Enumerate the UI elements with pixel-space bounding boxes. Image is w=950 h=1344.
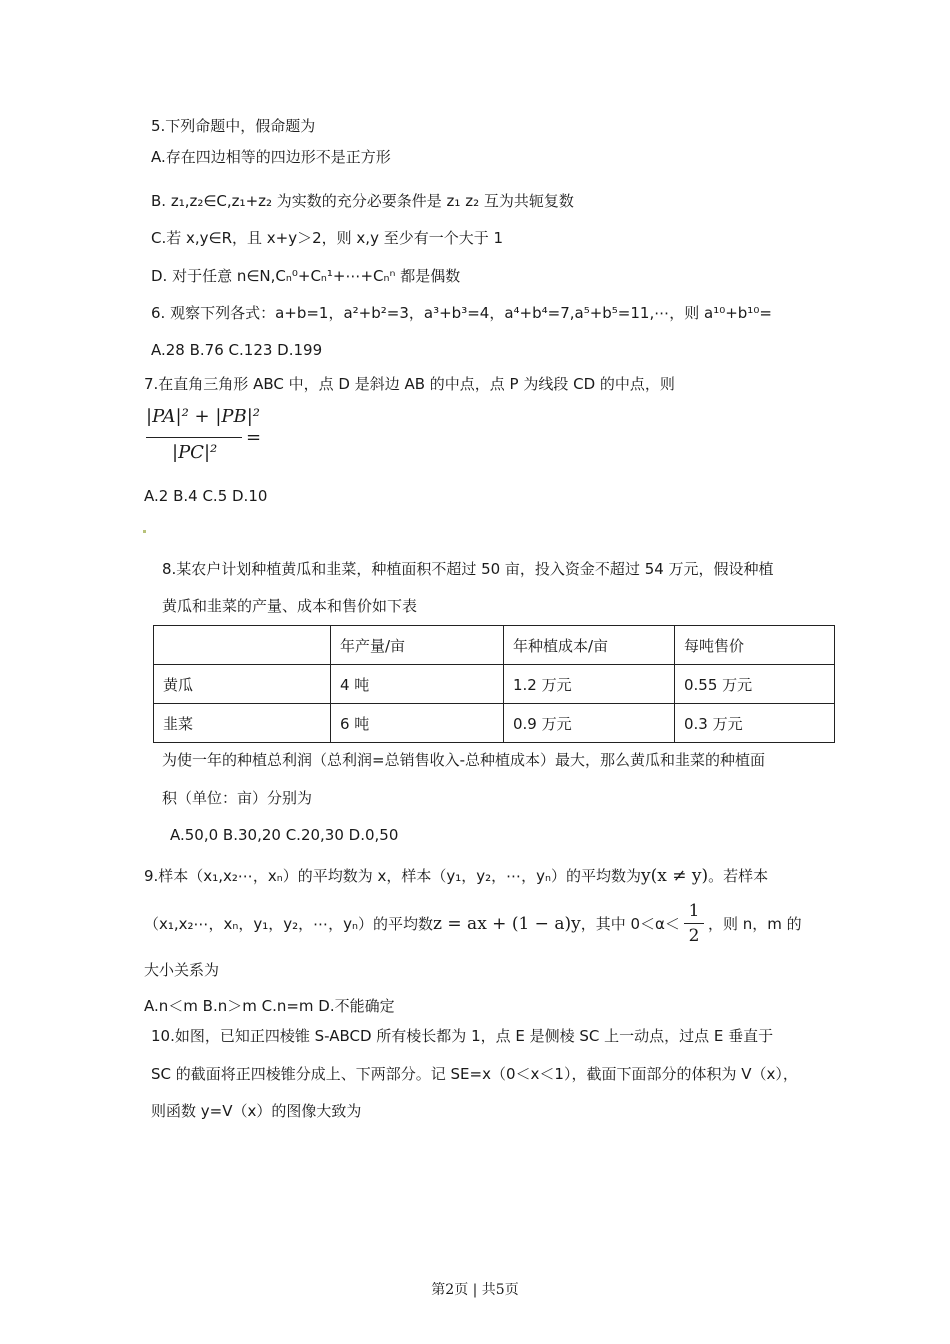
table-cell: 1.2 万元 [504,665,675,704]
q9-line2-end: ，则 n，m 的 [708,915,802,933]
table-header-row [154,626,835,665]
q5-stem: 5.下列命题中，假命题为 [151,117,316,135]
q7-fraction-denominator: |PC|² [172,442,218,463]
q8-stem-line1: 8.某农户计划种植黄瓜和韭菜，种植面积不超过 50 亩，投入资金不超过 54 万元，假设种植 [162,560,774,578]
decorative-dot [143,530,146,533]
q9-line2 [144,913,680,935]
table-cell: 0.55 万元 [675,665,835,704]
q7-fraction [146,400,262,478]
q8-data-table [153,625,835,743]
q5-option-c: C.若 x,y∈R，且 x+y＞2，则 x,y 至少有一个大于 1 [151,229,504,247]
q9-line2-text: （x₁,x₂⋯，xₙ，y₁，y₂，⋯，yₙ）的平均数 [144,915,434,933]
q8-options: A.50,0 B.30,20 C.20,30 D.0,50 [170,826,399,844]
q10-line2: SC 的截面将正四棱锥分成上、下两部分。记 SE=x（0＜x＜1），截面下面部分的体积为 V（x）， [151,1065,798,1083]
q8-after-line2: 积（单位：亩）分别为 [162,789,313,807]
q9-fraction-denominator: 2 [688,926,700,946]
q10-line3: 则函数 y=V（x）的图像大致为 [151,1102,362,1120]
q6-stem: 6. 观察下列各式：a+b=1，a²+b²=3，a³+b³=4，a⁴+b⁴=7,a⁵+b⁵=11,⋯，则 a¹⁰+b¹⁰= [151,304,772,322]
table-row [154,665,835,704]
q9-fraction-bar [684,923,704,924]
q9-fraction-numerator: 1 [688,901,700,921]
q5-option-a: A.存在四边相等的四边形不是正方形 [151,148,391,166]
q9-line2-mid: ，其中 0＜α＜ [580,915,680,933]
q9-fraction [684,900,704,950]
q7-fraction-bar [146,437,242,438]
q9-line1-text: 9.样本（x₁,x₂⋯，xₙ）的平均数为 x，样本（y₁，y₂，⋯，yₙ）的平均数为 [144,867,641,885]
table-header-cell: 年种植成本/亩 [504,626,675,665]
q8-stem-line2: 黄瓜和韭菜的产量、成本和售价如下表 [162,597,418,615]
table-header-cell [154,626,331,665]
page-footer: 第2页 | 共5页 [431,1282,519,1298]
table-cell: 黄瓜 [154,665,331,704]
table-cell: 0.3 万元 [675,704,835,743]
table-cell: 韭菜 [154,704,331,743]
q9-line1-tail: 。若样本 [708,867,769,885]
q7-options: A.2 B.4 C.5 D.10 [144,487,268,505]
q9-options: A.n＜m B.n＞m C.n=m D.不能确定 [144,997,395,1015]
q7-fraction-numerator: |PA|² + |PB|² [146,406,261,427]
q5-option-d: D. 对于任意 n∈N,Cₙ⁰+Cₙ¹+⋯+Cₙⁿ 都是偶数 [151,267,461,285]
q9-line1 [144,865,768,887]
q10-line1: 10.如图，已知正四棱锥 S-ABCD 所有棱长都为 1，点 E 是侧棱 SC 上一动点，过点 E 垂直于 [151,1027,774,1045]
q9-line1-formula: y(x ≠ y) [641,866,709,886]
q5-option-b: B. z₁,z₂∈C,z₁+z₂ 为实数的充分必要条件是 z₁ z₂ 互为共轭复数 [151,192,574,210]
q7-stem: 7.在直角三角形 ABC 中，点 D 是斜边 AB 的中点，点 P 为线段 CD 的中点，则 [144,375,675,393]
table-header-cell: 年产量/亩 [331,626,504,665]
table-cell: 4 吨 [331,665,504,704]
table-row [154,704,835,743]
q9-line2-formula: z = ax + (1 − a)y [433,914,581,934]
table-cell: 0.9 万元 [504,704,675,743]
q7-equals-sign: = [246,427,262,448]
table-header-cell: 每吨售价 [675,626,835,665]
table-cell: 6 吨 [331,704,504,743]
q8-after-line1: 为使一年的种植总利润（总利润=总销售收入-总种植成本）最大，那么黄瓜和韭菜的种植面 [162,751,765,769]
q6-options: A.28 B.76 C.123 D.199 [151,341,323,359]
q9-line3: 大小关系为 [144,961,220,979]
